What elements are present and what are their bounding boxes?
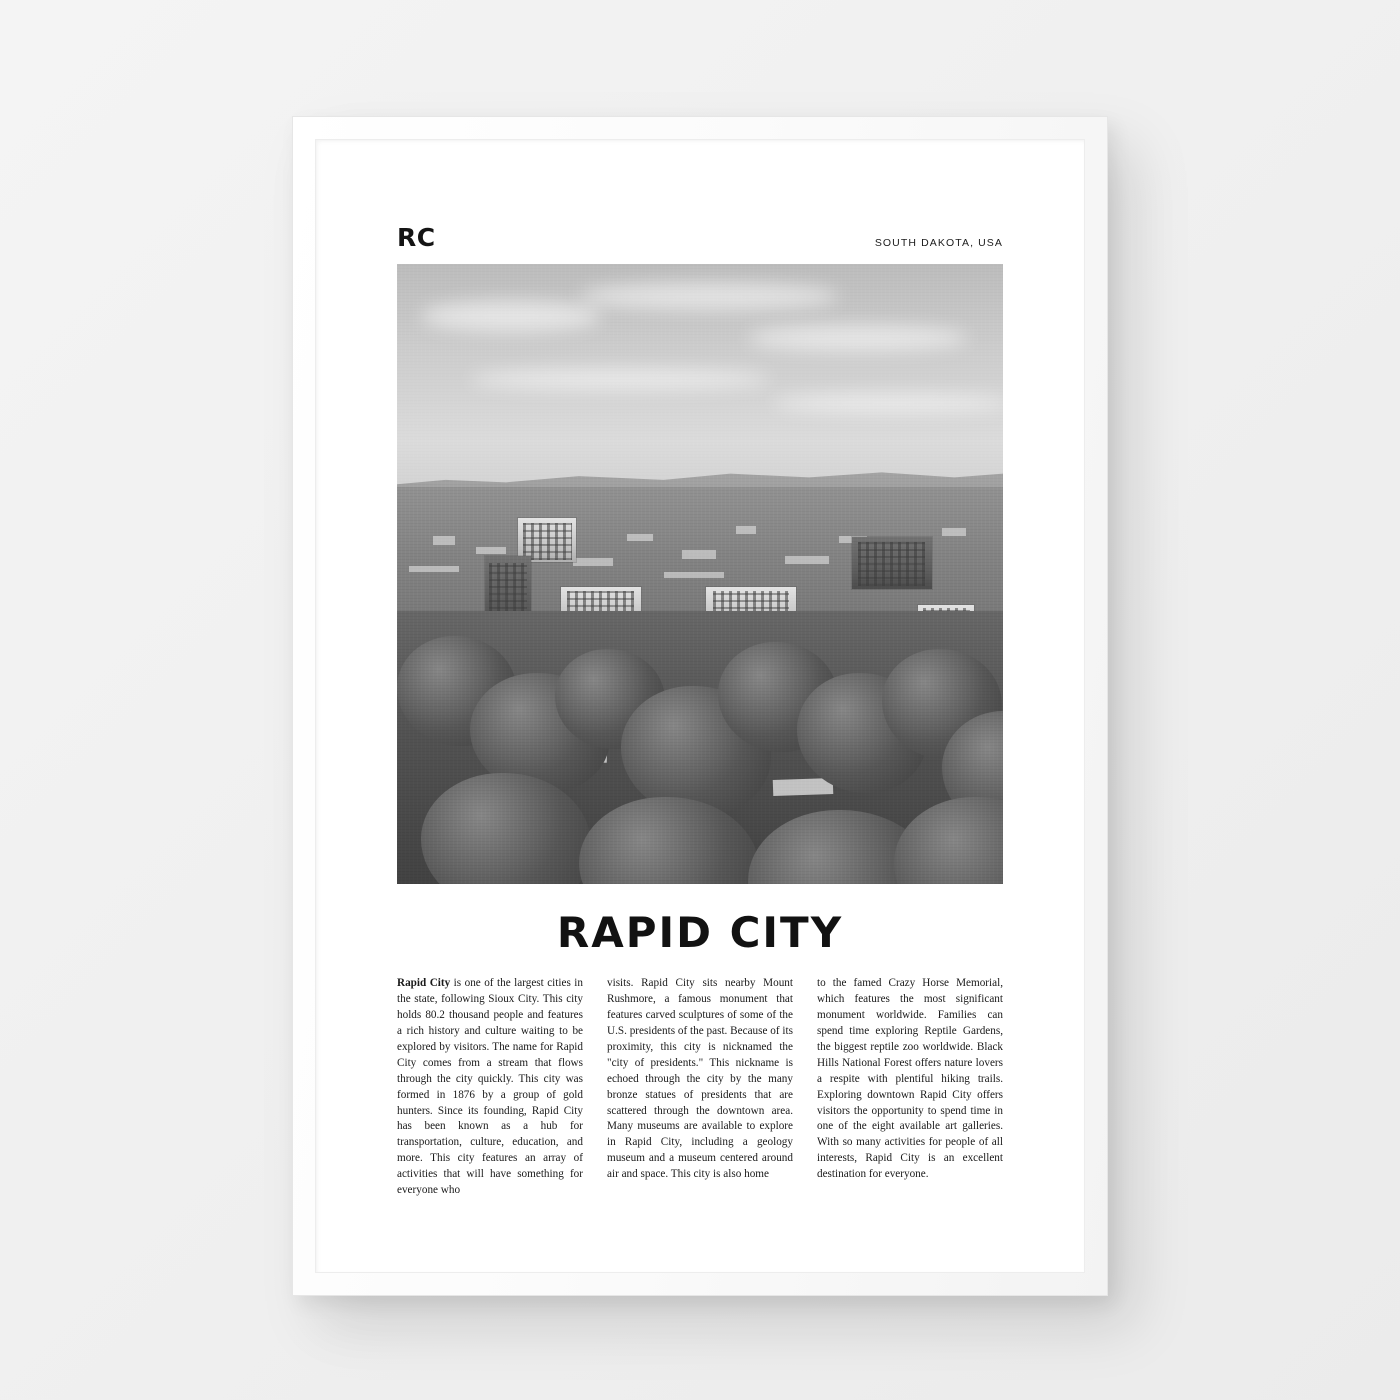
cloud-shape: [748, 326, 968, 350]
body-lead-in: Rapid City: [397, 977, 451, 990]
rapid-city-skyline-photo: [397, 264, 1003, 884]
body-column-1: [397, 976, 583, 1199]
body-text: is one of the largest cities in the state, following Sioux City. This city holds 80.2 thousand people and features a rich history and culture waiting to be explored by visitors. The name for Rapid City comes from a stream that flows through the city quickly. This city was formed in 1876 by a group of gold hunters. Since its founding, Rapid City has been known as a hub for transportation, culture, education, and more. This city features an array of activities that will have something for everyone who: [397, 977, 583, 1197]
body-text: to the famed Crazy Horse Memorial, which features the most significant monument worldwide. Families can spend time exploring Reptile Gardens, the biggest reptile zoo worldwide. Black Hills National Forest offers nature lovers a respite with plentiful hiking trails. Exploring downtown Rapid City offers visitors the opportunity to spend time in one of the eight available art galleries. With so many activities for people of all interests, Rapid City is an excellent destination for everyone.: [817, 977, 1003, 1181]
region-label: SOUTH DAKOTA, USA: [874, 236, 1003, 249]
body-text: visits. Rapid City sits nearby Mount Rushmore, a famous monument that features carved sculptures of some of the U.S. presidents of the past. Because of its proximity, this city is nicknamed the "city of presidents." This nickname is echoed through the city by the many bronze statues of presidents that are scattered through the downtown area. Many museums are available to explore in Rapid City, including a geology museum and a museum centered around air and space. This city is also home: [607, 977, 793, 1181]
cloud-shape: [579, 283, 839, 309]
city-code: RC: [397, 223, 436, 252]
building-tower-right: [852, 537, 932, 589]
body-column-3: [817, 976, 1003, 1199]
picture-frame: [292, 116, 1108, 1296]
poster-body-columns: [397, 976, 1003, 1199]
body-column-2: [607, 976, 793, 1199]
poster-header: [397, 225, 1003, 258]
frame-bevel: [315, 139, 1085, 1273]
page-title: RAPID CITY: [556, 908, 844, 958]
poster-sheet: [343, 167, 1057, 1245]
